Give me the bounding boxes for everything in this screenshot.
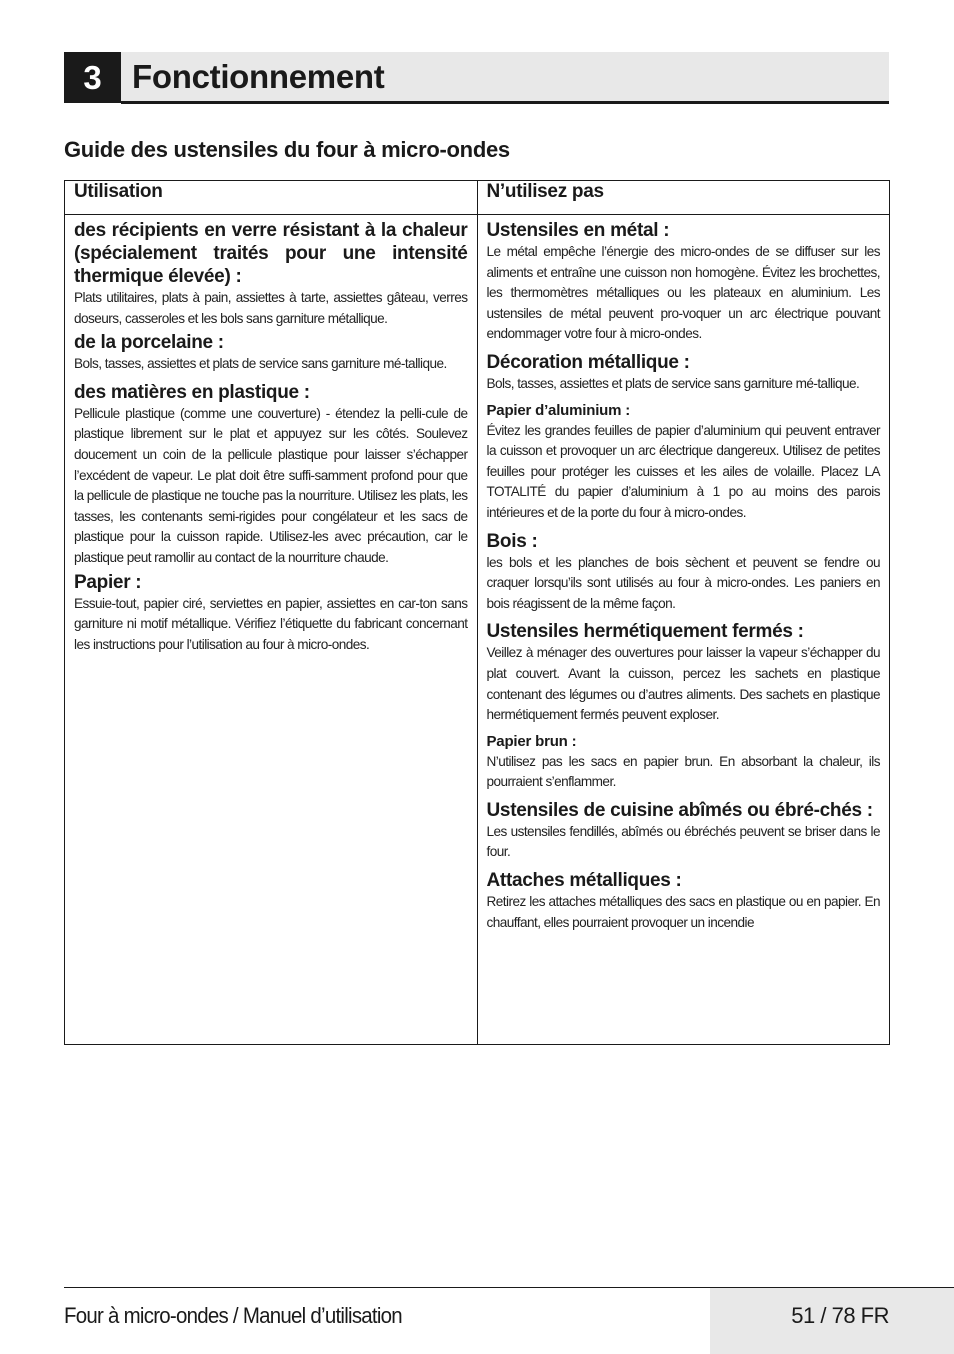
item-title: Bois :: [486, 530, 538, 552]
use-item-paper: [74, 571, 468, 656]
avoid-item-wood: [487, 530, 881, 615]
chapter-title: Fonctionnement: [132, 58, 385, 95]
item-text: Pellicule plastique (comme une couverture) - étendez la pelli-cule de plastique librement sur le plat et appuyez sur les côtés. Soulevez doucement un coin de la pellicule plastique pour laisser s’échapper l’excédent de vapeur. Le plat doit être suffi-samment profond pour que la pellicule de plastique ne touche pas la nourriture. Utilisez les plats, les tasses, les contenants semi-rigides pour congélateur et les sacs de plastique pour la cuisson rapide. Utilisez-les avec précaution, car le plastique peut ramollir au contact de la nourriture chaude.: [74, 405, 468, 565]
item-text: Veillez à ménager des ouvertures pour laisser la vapeur s’échapper du plat couvert. Avant la cuisson, percez les sachets en plastique contenant des légumes ou d’autres aliments. Des sachets en plastique hermétiquement fermés peuvent exploser.: [486, 645, 880, 723]
chapter-number: 3: [64, 52, 121, 103]
utensil-guide-table: [64, 180, 890, 1045]
footer-page-number: 51 / 78 FR: [791, 1303, 889, 1328]
item-text: Essuie-tout, papier ciré, serviettes en papier, assiettes en car-ton sans garniture ni motif métallique. Vérifiez l’étiquette du fabricant concernant les instructions pour l’utilisation au four à micro-ondes.: [74, 595, 468, 652]
item-title: Papier :: [74, 571, 142, 593]
avoid-item-aluminium-foil: [487, 401, 881, 524]
item-title: Ustensiles de cuisine abîmés ou ébré-chés :: [486, 799, 873, 821]
table-header-row: [65, 181, 890, 215]
item-text: Bols, tasses, assiettes et plats de service sans garniture mé-tallique.: [486, 375, 860, 391]
use-item-plastic: [74, 381, 468, 569]
item-text: Plats utilitaires, plats à pain, assiettes à tarte, assiettes gâteau, verres doseurs, casseroles et les bols sans garniture métallique.: [74, 290, 468, 326]
item-text: Les ustensiles fendillés, abîmés ou ébréchés peuvent se briser dans le four.: [486, 823, 880, 860]
item-text: Le métal empêche l’énergie des micro-ondes de se diffuser sur les aliments et entraîne une cuisson non homogène. Évitez les brochettes, les thermomètres métalliques ou les plateaux en aluminium. Les ustensiles de métal peuvent pro-voquer un arc électrique pouvant endommager votre four à micro-ondes.: [486, 244, 880, 342]
use-column: [65, 215, 478, 1045]
do-not-use-column: [477, 215, 890, 1045]
avoid-item-metal-utensils: [487, 219, 881, 345]
chapter-header-rule: [121, 101, 889, 104]
column-header-do-not-use: N’utilisez pas: [477, 181, 890, 215]
item-text: N’utilisez pas les sacs en papier brun. En absorbant la chaleur, ils pourraient s’enflammer.: [486, 753, 880, 790]
use-item-glass: [74, 219, 468, 329]
item-text: Évitez les grandes feuilles de papier d’aluminium qui peuvent entraver la cuisson et provoquer un arc électrique dangereux. Utilisez de petites feuilles pour protéger les cuisses et les ailes de volaille. Placez LA TOTALITÉ du papier d’aluminium à 1 po au moins des parois intérieures et de la porte du four à micro-ondes.: [486, 422, 880, 520]
item-title: Papier d’aluminium :: [486, 401, 631, 419]
avoid-item-metal-ties: [487, 869, 881, 933]
item-title: de la porcelaine :: [74, 332, 224, 354]
chapter-header: [64, 52, 889, 104]
item-text: Bols, tasses, assiettes et plats de service sans garniture mé-tallique.: [74, 356, 447, 372]
item-title: Ustensiles en métal :: [486, 220, 670, 241]
item-title: Papier brun :: [486, 732, 577, 750]
avoid-item-damaged-cookware: [487, 799, 881, 863]
avoid-item-metal-decoration: [487, 351, 881, 395]
item-title: Ustensiles hermétiquement fermés :: [486, 621, 804, 643]
item-title: Attaches métalliques :: [486, 870, 682, 892]
item-title: des matières en plastique :: [74, 381, 310, 403]
footer-manual-label: Four à micro-ondes / Manuel d’utilisation: [64, 1303, 402, 1328]
item-text: les bols et les planches de bois sèchent et peuvent se fendre ou craquer lorsqu’ils sont utilisés au four à micro-ondes. Les paniers en bois réagissent de la même façon.: [486, 554, 880, 611]
item-text: Retirez les attaches métalliques des sacs en plastique ou en papier. En chauffant, elles pourraient provoquer un incendie: [486, 894, 880, 930]
column-header-use: Utilisation: [65, 181, 478, 215]
avoid-item-sealed-containers: [487, 620, 881, 725]
item-title: Décoration métallique :: [486, 351, 690, 373]
use-item-porcelain: [74, 331, 468, 375]
table-row: [65, 215, 890, 1045]
item-title: des récipients en verre résistant à la chaleur (spécialement traités pour une intensité thermique élevée) :: [74, 220, 468, 287]
section-title: Guide des ustensiles du four à micro-ondes: [64, 137, 510, 162]
avoid-item-brown-paper: [487, 732, 881, 793]
